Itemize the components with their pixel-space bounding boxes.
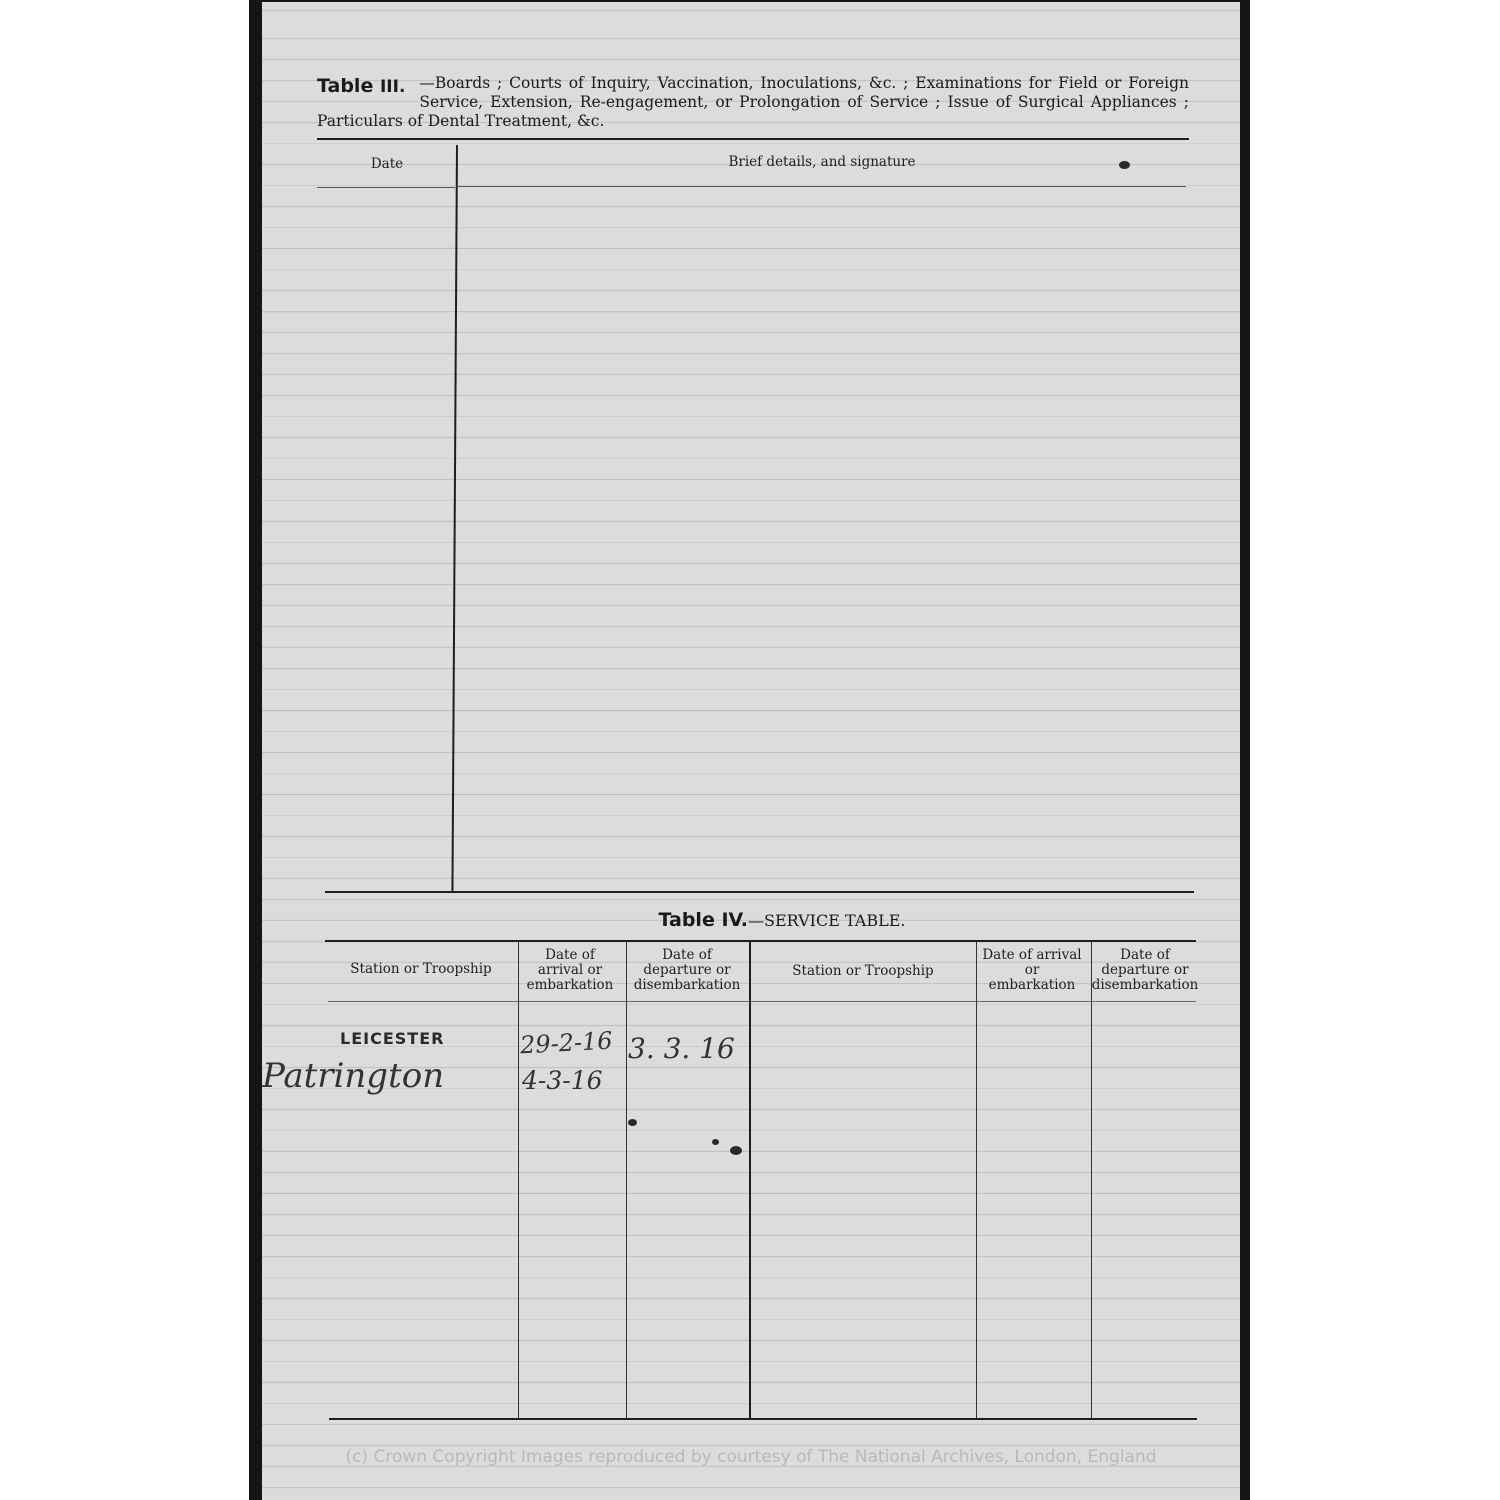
ink-blot — [712, 1139, 719, 1145]
table3-title-number: III. — [379, 77, 406, 97]
table3-col-details: Brief details, and signature — [728, 154, 916, 170]
table3-title-word: Table — [317, 75, 374, 97]
table4-row2-arrival: 4-3-16 — [522, 1066, 603, 1095]
table4-header-arrival-right: Date of arrival or embarkation — [982, 947, 1082, 993]
ink-blot — [730, 1146, 742, 1155]
table4-header-departure-right: Date of departure or disembarkation — [1091, 947, 1199, 993]
table4-header-rule — [325, 940, 1196, 942]
table4-title-rest: —SERVICE TABLE. — [748, 911, 906, 930]
table4-row1-departure: 3. 3. 16 — [628, 1032, 735, 1065]
table3-header-rule-date — [317, 187, 455, 188]
table3-title-text: —Boards ; Courts of Inquiry, Vaccination, Inoculations, &c. ; Examinations for Field or Foreign Service, Extension, Re-engagement, or Prolongation of Service ; Issue of Surgical Appliances ; Particulars of Dental Treatment, &c. — [317, 74, 1189, 130]
table4-title-bold: Table IV. — [658, 909, 748, 931]
table4-row1-station: LEICESTER — [340, 1029, 445, 1048]
ink-blot — [628, 1119, 637, 1126]
table4-divider-center — [749, 942, 751, 1418]
table3-column-divider — [451, 145, 458, 891]
table4-divider-4 — [976, 942, 977, 1418]
table4-divider-5 — [1091, 942, 1092, 1418]
table4-header-station-left: Station or Troopship — [350, 961, 492, 977]
document-sheet — [262, 2, 1240, 1500]
table4-header-station-right: Station or Troopship — [792, 963, 934, 979]
table4-header-departure-left: Date of departure or disembarkation — [633, 947, 741, 993]
table4-top-rule — [325, 891, 1194, 893]
table4-divider-1 — [518, 942, 519, 1418]
ink-blot — [1119, 161, 1130, 169]
table4-subheader-rule — [328, 1001, 1196, 1002]
table3-header-rule-details — [458, 186, 1186, 187]
table3-top-rule — [317, 138, 1189, 140]
table3-col-date: Date — [370, 156, 404, 172]
table4-bottom-rule — [329, 1418, 1197, 1420]
copyright-watermark: (c) Crown Copyright Images reproduced by courtesy of The National Archives, London, England — [345, 1447, 1157, 1467]
table4-row1-arrival: 29-2-16 — [519, 1026, 614, 1060]
table3-heading — [317, 74, 1189, 131]
table4-row2-station: Patrington — [262, 1056, 445, 1096]
table4-divider-2 — [626, 942, 627, 1418]
table4-title — [532, 909, 1032, 931]
table4-header-arrival-left: Date of arrival or embarkation — [526, 947, 614, 993]
